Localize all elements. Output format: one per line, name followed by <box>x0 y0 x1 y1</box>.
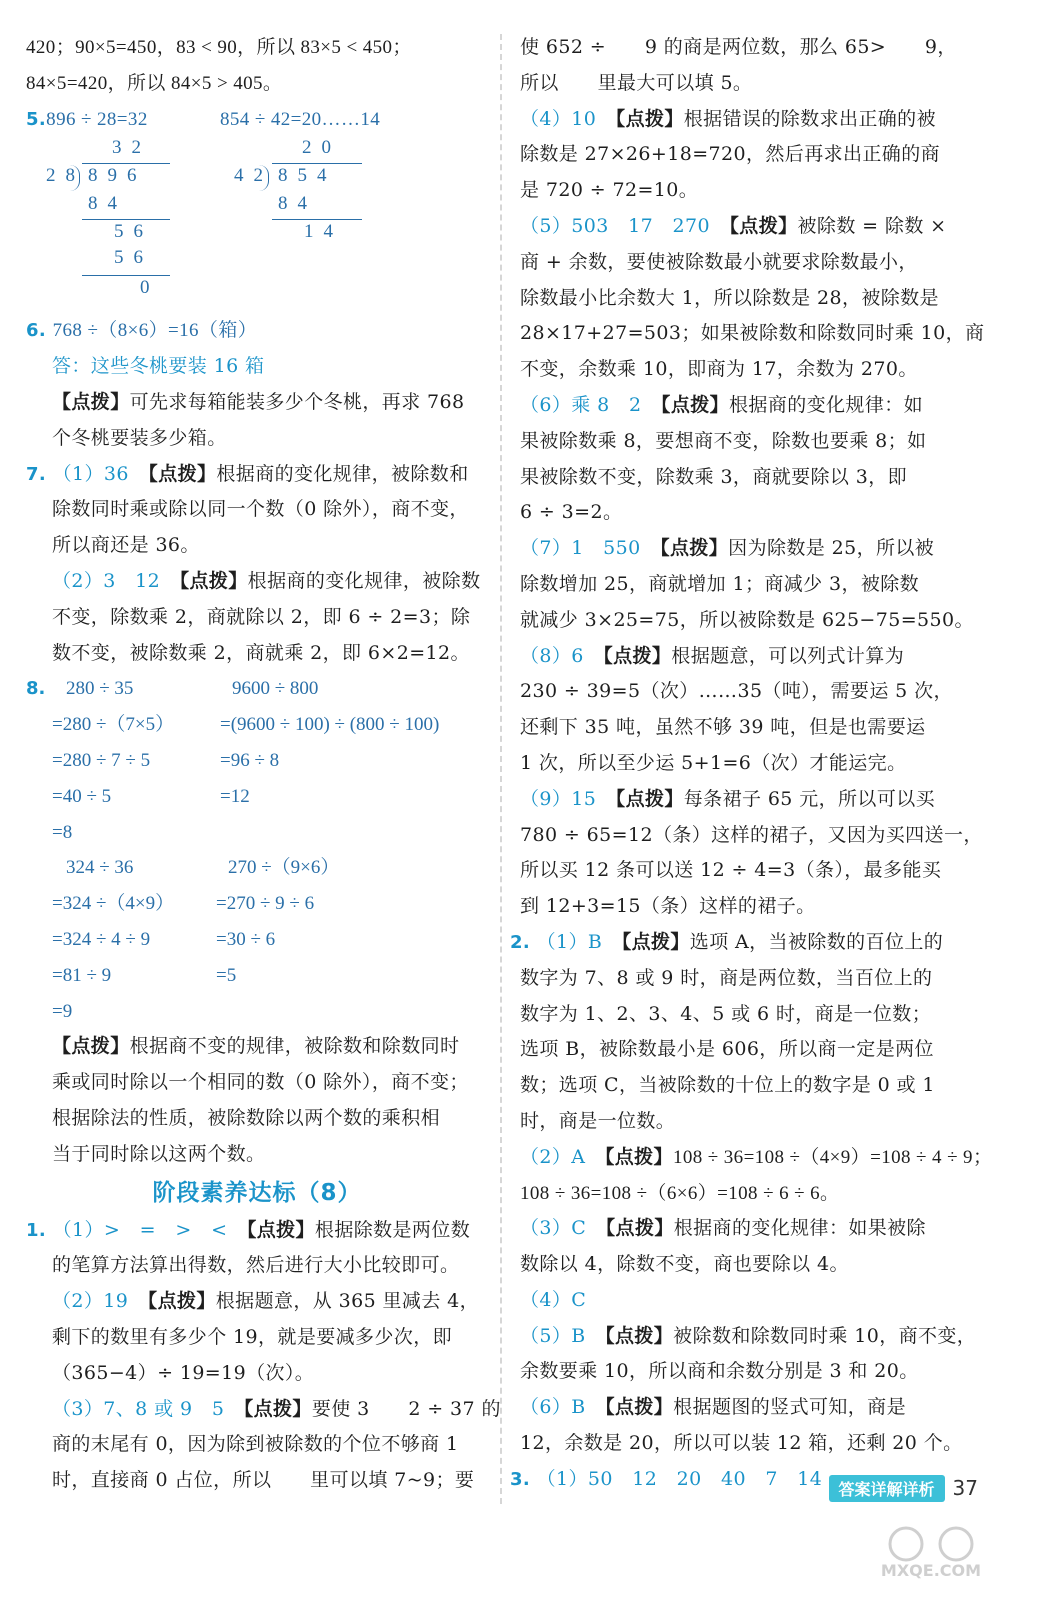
tip-tag: 【点拨】 <box>148 462 217 485</box>
divisor: 28 <box>46 165 85 187</box>
q8-row: 8. 280 ÷ 35 9600 ÷ 800 <box>26 671 488 707</box>
right-column <box>510 30 993 1498</box>
s2-4-line: （4）C <box>520 1288 587 1311</box>
text-line: 84×5=420，所以 84×5 > 405。 <box>26 72 283 94</box>
partial-product: 84 <box>88 193 127 215</box>
s1-3-line: （3）7、8 或 9 5 【点拨】要使 3 2 ÷ 37 的 <box>52 1397 501 1420</box>
q5-equation-b: 854 ÷ 42=20……14 <box>220 108 381 130</box>
division-bar <box>82 163 170 164</box>
tip-tag: 【点拨】 <box>52 390 130 413</box>
tip-tag: 【点拨】 <box>660 393 730 416</box>
text-line: 当于同时除以这两个数。 <box>52 1142 266 1165</box>
remainder-step: 56 <box>114 221 153 243</box>
text-line: 果被除数不变，除数乘 3，商就要除以 3，即 <box>520 465 908 488</box>
dividend: 854 <box>278 165 337 187</box>
q8-row: =40 ÷ 5 =12 <box>52 785 250 807</box>
partial-product: 84 <box>278 193 317 215</box>
q8-row: =81 ÷ 9 =5 <box>52 964 237 986</box>
q5-equation-a: 896 ÷ 28=32 <box>46 108 148 130</box>
text-line: 时，直接商 0 占位，所以 里可以填 7~9；要 <box>52 1469 475 1492</box>
q8-row: =280 ÷（7×5） =(9600 ÷ 100) ÷ (800 ÷ 100) <box>52 714 440 736</box>
text-line: 所以商还是 36。 <box>52 534 200 557</box>
subtraction-line <box>82 219 170 220</box>
q6-line: （6）乘 8 2 【点拨】根据商的变化规律：如 <box>520 393 924 416</box>
text-line: 12，余数是 20，所以可以装 12 箱，还剩 20 个。 <box>520 1432 963 1455</box>
q7-line: （7）1 550 【点拨】因为除数是 25，所以被 <box>520 537 935 560</box>
question-number: 8. <box>26 678 46 700</box>
text-line: 除数最小比余数大 1，所以除数是 28，被除数是 <box>520 286 939 309</box>
quotient: 20 <box>302 137 341 159</box>
text-line: 780 ÷ 65=12（条）这样的裙子，又因为买四送一， <box>520 823 983 846</box>
final-remainder: 14 <box>304 221 343 243</box>
tip-tag: 【点拨】 <box>52 1035 130 1058</box>
page-number: 37 <box>952 1476 978 1500</box>
text-line: 还剩下 35 吨，虽然不够 39 吨，但是也需要运 <box>520 716 926 739</box>
text-line: 商的末尾有 0，因为除到被除数的个位不够商 1 <box>52 1433 459 1456</box>
tip-tag: 【点拨】 <box>605 1324 674 1347</box>
question-number: 5. <box>26 108 47 130</box>
q8-row: =324 ÷ 4 ÷ 9 =30 ÷ 6 <box>52 928 276 950</box>
text-line: 数不变，被除数乘 2，商就乘 2，即 6×2=12。 <box>52 641 470 664</box>
s2-6-line: （6）B 【点拨】根据题图的竖式可知，商是 <box>520 1396 906 1419</box>
watermark-logo <box>846 1522 1016 1582</box>
text-line: 数字为 7、8 或 9 时，商是两位数，当百位上的 <box>520 966 933 989</box>
s1-line: 1. （1）> = > < 【点拨】根据除数是两位数 <box>26 1218 471 1241</box>
text-line: 是 720 ÷ 72=10。 <box>520 179 699 202</box>
tip-tag: 【点拨】 <box>605 1396 674 1419</box>
q8-row: =324 ÷（4×9） =270 ÷ 9 ÷ 6 <box>52 893 315 915</box>
dividend: 896 <box>88 165 147 187</box>
division-bracket <box>258 165 269 191</box>
watermark-text: MXQE.COM <box>880 1561 982 1580</box>
tip-tag: 【点拨】 <box>246 1218 315 1241</box>
tip-tag: 【点拨】 <box>615 107 684 130</box>
text-line: 商 + 余数，要使被除数最小就要求除数最小， <box>520 250 918 273</box>
tip-tag: 【点拨】 <box>147 1290 216 1313</box>
q5-line: （5）503 17 270 【点拨】被除数 = 除数 × <box>520 214 947 237</box>
question-number: 7. <box>26 463 47 485</box>
tip-tag: 【点拨】 <box>660 537 729 560</box>
vertical-division-pair <box>26 137 488 313</box>
text-line: 剩下的数里有多少个 19，就是要减多少次，即 <box>52 1325 453 1348</box>
text-line: 选项 B，被除数最小是 606，所以商一定是两位 <box>520 1038 934 1061</box>
q7-line: 7. （1）36 【点拨】根据商的变化规律，被除数和 <box>26 462 469 485</box>
text-line: 根据除法的性质，被除数除以两个数的乘积相 <box>52 1106 441 1129</box>
tip-tag: 【点拨】 <box>179 569 248 592</box>
footer-label: 答案详解详析 <box>829 1475 945 1502</box>
quotient: 32 <box>112 137 151 159</box>
q8-row: =9 <box>52 1000 73 1022</box>
s2-3-line: （3）C 【点拨】根据商的变化规律：如果被除 <box>520 1217 926 1240</box>
text-line: 不变，余数乘 10，即商为 17，余数为 270。 <box>520 358 918 381</box>
text-line: 数；选项 C，当被除数的十位上的数字是 0 或 1 <box>520 1074 935 1097</box>
final-remainder: 0 <box>140 277 160 299</box>
text-line: 108 ÷ 36=108 ÷（6×6）=108 ÷ 6 ÷ 6。 <box>520 1182 840 1204</box>
question-number: 6. <box>26 320 47 342</box>
q8-row: =280 ÷ 7 ÷ 5 =96 ÷ 8 <box>52 749 280 771</box>
s2-2-line: （2）A 【点拨】108 ÷ 36=108 ÷（4×9）=108 ÷ 4 ÷ 9； <box>520 1145 993 1168</box>
question-number: 2. <box>510 931 531 953</box>
text-line: 420；90×5=450，83 < 90，所以 83×5 < 450； <box>26 37 412 58</box>
divisor: 42 <box>234 165 273 187</box>
text-line: 230 ÷ 39=5（次）……35（吨），需要运 5 次， <box>520 680 953 703</box>
section-title: 阶段素养达标（8） <box>152 1179 362 1206</box>
text-line: 使 652 ÷ 9 的商是两位数，那么 65> 9， <box>520 36 957 58</box>
q8-line: （8）6 【点拨】根据题意，可以列式计算为 <box>520 644 905 667</box>
division-bracket <box>69 165 80 191</box>
subtraction-line <box>272 219 362 220</box>
tip-tag: 【点拨】 <box>729 214 798 237</box>
subtraction-line <box>82 275 170 276</box>
q8-tip: 【点拨】根据商不变的规律，被除数和除数同时 <box>52 1035 460 1058</box>
text-line: 到 12+3=15（条）这样的裙子。 <box>520 895 816 918</box>
s3-line: 3. （1）50 12 20 40 7 14 <box>510 1467 823 1490</box>
text-line: 果被除数乘 8，要想商不变，除数也要乘 8；如 <box>520 429 927 452</box>
text-line: 不变，除数乘 2，商就除以 2，即 6 ÷ 2=3；除 <box>52 605 471 628</box>
text-line: 数字为 1、2、3、4、5 或 6 时，商是一位数； <box>520 1002 932 1025</box>
question-number: 1. <box>26 1219 47 1241</box>
q7-2-line: （2）3 12 【点拨】根据商的变化规律，被除数 <box>52 569 481 592</box>
text-line: 时，商是一位数。 <box>520 1109 676 1132</box>
page-footer <box>829 1468 978 1508</box>
text-line: （365−4）÷ 19=19（次）。 <box>52 1361 315 1384</box>
tip-tag: 【点拨】 <box>615 787 684 810</box>
partial-product: 56 <box>114 247 153 269</box>
text-line: 余数要乘 10，所以商和余数分别是 3 和 20。 <box>520 1360 919 1383</box>
text-line: 数除以 4，除数不变，商也要除以 4。 <box>520 1253 849 1276</box>
q4-line: （4）10 【点拨】根据错误的除数求出正确的被 <box>520 107 936 130</box>
q6-tip: 【点拨】可先求每箱能装多少个冬桃，再求 768 <box>52 390 465 413</box>
tip-tag: 【点拨】 <box>243 1397 312 1420</box>
s2-line: 2. （1）B 【点拨】选项 A，当被除数的百位上的 <box>510 930 944 953</box>
text-line: 所以 里最大可以填 5。 <box>520 71 753 94</box>
text-line: 就减少 3×25=75，所以被除数是 625−75=550。 <box>520 608 974 631</box>
text-line: 个冬桃要装多少箱。 <box>52 426 227 449</box>
division-bar <box>272 163 362 164</box>
question-number: 3. <box>510 1468 531 1490</box>
text-line: 除数是 27×26+18=720，然后再求出正确的商 <box>520 143 940 166</box>
tip-tag: 【点拨】 <box>604 1145 673 1168</box>
text-line: 乘或同时除以一个相同的数（0 除外），商不变； <box>52 1071 469 1094</box>
text-line: 28×17+27=503；如果被除数和除数同时乘 10，商 <box>520 322 985 345</box>
text-line: 1 次，所以至少运 5+1=6（次）才能运完。 <box>520 751 907 774</box>
left-column <box>26 30 501 1499</box>
tip-tag: 【点拨】 <box>603 644 672 667</box>
text-line: 除数增加 25，商就增加 1；商减少 3，被除数 <box>520 572 920 595</box>
q6-answer: 答：这些冬桃要装 16 箱 <box>52 355 265 378</box>
tip-tag: 【点拨】 <box>605 1217 674 1240</box>
text-line: 除数同时乘或除以同一个数（0 除外），商不变， <box>52 498 469 521</box>
column-divider <box>500 34 502 1504</box>
text-line: 6 ÷ 3=2。 <box>520 501 623 524</box>
text-line: 的笔算方法算出得数，然后进行大小比较即可。 <box>52 1254 460 1277</box>
q8-row: 324 ÷ 36 270 ÷（9×6） <box>66 857 340 879</box>
q8-row: =8 <box>52 821 73 843</box>
q5-header <box>26 102 488 138</box>
s2-5-line: （5）B 【点拨】被除数和除数同时乘 10，商不变， <box>520 1324 977 1347</box>
q9-line: （9）15 【点拨】每条裙子 65 元，所以可以买 <box>520 787 936 810</box>
s1-2-line: （2）19 【点拨】根据题意，从 365 里减去 4， <box>52 1290 480 1313</box>
q6-line: 6. 768 ÷（8×6）=16（箱） <box>26 320 258 342</box>
text-line: 所以买 12 条可以送 12 ÷ 4=3（条），最多能买 <box>520 859 942 882</box>
tip-tag: 【点拨】 <box>621 930 690 953</box>
